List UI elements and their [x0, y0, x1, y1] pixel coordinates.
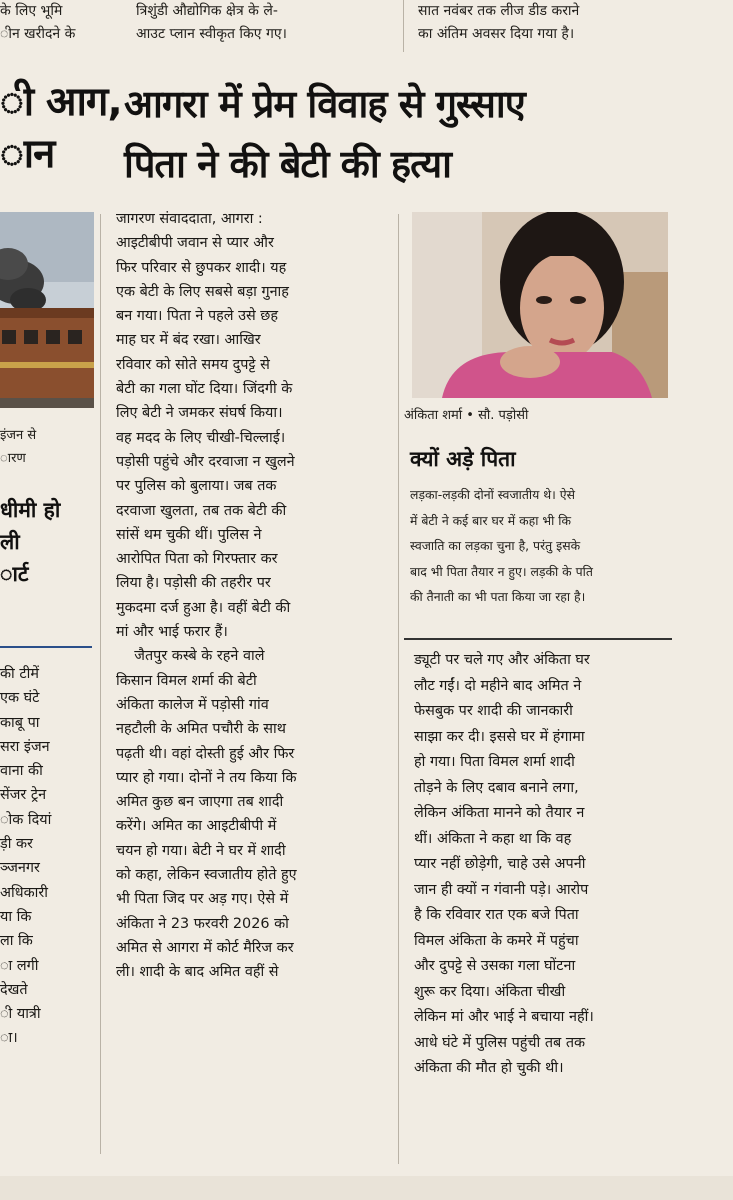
sidebar-line: की तैनाती का भी पता किया जा रहा है। — [410, 589, 586, 604]
text-line: एक बेटी के लिए सबसे बड़ा गुनाह — [116, 283, 289, 300]
text-line: या कि — [0, 908, 32, 925]
text-line: लेकिन अंकिता मानने को तैयार न — [414, 805, 585, 821]
article-column-1 — [116, 207, 388, 985]
text-line: विमल अंकिता के कमरे में पहुंचा — [414, 932, 579, 949]
page-bottom-edge — [0, 1176, 733, 1200]
text-line: फिर परिवार से छुपकर शादी। यह — [116, 259, 287, 276]
text-line: ीन खरीदने के — [0, 26, 76, 42]
text-line: के लिए भूमि — [0, 3, 63, 19]
text-line: नहटौली के अमित पचौरी के साथ — [116, 721, 286, 738]
headline-line-1: आगरा में प्रेम विवाह से गुस्साए — [124, 82, 525, 126]
text-line: अमित कुछ बन जाएगा तब शादी — [116, 794, 284, 811]
text-line: आधे घंटे में पुलिस पहुंची तब तक — [414, 1034, 586, 1051]
caption-text: अंकिता शर्मा • सौ. पड़ोसी — [404, 408, 529, 423]
text-line: ली। शादी के बाद अमित वहीं से — [116, 964, 279, 981]
text-line: ा लगी — [0, 957, 39, 974]
text-line: बन गया। पिता ने पहले उसे छह — [116, 308, 279, 325]
headline-line: ान — [0, 131, 55, 177]
train-fire-photo — [0, 212, 94, 408]
text-line: ञ्जनगर — [0, 860, 40, 877]
byline: जागरण संवाददाता, आगरा : — [116, 211, 263, 227]
section-rule — [0, 646, 92, 648]
text-line: ोक दियां — [0, 811, 52, 828]
text-line: पर पुलिस को बुलाया। जब तक — [116, 478, 277, 495]
text-line: लेकिन मां और भाई ने बचाया नहीं। — [414, 1009, 594, 1025]
text-line: का अंतिम अवसर दिया गया है। — [418, 26, 575, 42]
text-line: पढ़ती थी। वहां दोस्ती हुई और फिर — [116, 745, 295, 762]
text-line: ी यात्री — [0, 1006, 41, 1023]
subhead-line: ार्ट — [0, 562, 29, 586]
text-line: मुकदमा दर्ज हुआ है। वहीं बेटी की — [116, 599, 291, 616]
text-line: शुरू कर दिया। अंकिता चीखी — [414, 983, 566, 1000]
person-photo — [412, 212, 668, 398]
text-line: चयन हो गया। बेटी ने घर में शादी — [116, 842, 286, 859]
text-line: लिए बेटी ने जमकर संघर्ष किया। — [116, 405, 283, 422]
sidebar-line: में बेटी ने कई बार घर में कहा भी कि — [410, 512, 571, 528]
text-line: काबू पा — [0, 714, 40, 731]
text-line: ड्यूटी पर चले गए और अंकिता घर — [414, 652, 590, 668]
text-line: माह घर में बंद रखा। आखिर — [116, 332, 261, 349]
top-strip-right — [418, 0, 668, 46]
text-line: वह मदद के लिए चीखी-चिल्लाई। — [116, 429, 286, 446]
article-column-2 — [414, 648, 680, 1082]
text-line: रविवार को सोते समय दुपट्टे से — [116, 356, 270, 373]
text-line: थीं। अंकिता ने कहा था कि वह — [414, 830, 572, 847]
article-headline — [124, 74, 525, 194]
text-line: अंकिता की मौत हो चुकी थी। — [414, 1060, 564, 1076]
text-line: अंकिता ने 23 फरवरी 2026 को — [116, 915, 289, 932]
text-line: जैतपुर कस्बे के रहने वाले — [116, 648, 265, 665]
left-partial-body — [0, 662, 92, 1051]
sidebar-line: बाद भी पिता तैयार न हुए। लड़की के पति — [410, 563, 593, 579]
text-line: दरवाजा खुलता, तब तक बेटी की — [116, 502, 287, 519]
sidebar-title: क्यों अड़े पिता — [410, 447, 516, 471]
text-line: अमित से आगरा में कोर्ट मैरिज कर — [116, 939, 294, 956]
text-line: को कहा, लेकिन स्वजातीय होते हुए — [116, 867, 297, 884]
text-line: साझा कर दी। इससे घर में हंगामा — [414, 728, 585, 745]
left-partial-caption — [0, 424, 36, 470]
text-line: जान ही क्यों न गंवानी पड़े। आरोप — [414, 881, 589, 898]
text-line: पड़ोसी पहुंचे और दरवाजा न खुलने — [116, 453, 295, 470]
text-line: सरा इंजन — [0, 738, 50, 755]
text-line: प्यार हो गया। दोनों ने तय किया कि — [116, 769, 297, 786]
text-line: की टीमें — [0, 666, 39, 682]
text-line: अंकिता कालेज में पड़ोसी गांव — [116, 696, 269, 713]
text-line: ा। — [0, 1030, 18, 1047]
text-line: एक घंटे — [0, 690, 40, 707]
column-divider — [398, 214, 399, 1164]
text-line: भी पिता जिद पर अड़ गए। ऐसे में — [116, 891, 289, 908]
text-line: सेंजर ट्रेन — [0, 787, 47, 804]
subhead-line: धीमी हो — [0, 498, 61, 522]
text-line: वाना की — [0, 763, 43, 780]
text-line: बेटी का गला घोंट दिया। जिंदगी के — [116, 381, 293, 398]
subhead-line: ली — [0, 530, 20, 554]
left-partial-subhead — [0, 494, 60, 590]
text-line: और दुपट्टे से उसका गला घोंटना — [414, 958, 576, 974]
text-line: लौट गईं। दो महीने बाद अमित ने — [414, 677, 582, 694]
text-line: मां और भाई फरार हैं। — [116, 624, 228, 641]
text-line: सात नवंबर तक लीज डीड कराने — [418, 3, 580, 19]
text-line: करेंगे। अमित का आइटीबीपी में — [116, 818, 277, 835]
text-line: ारण — [0, 451, 26, 466]
text-line: अधिकारी — [0, 884, 48, 901]
sidebar-line: लड़का-लड़की दोनों स्वजातीय थे। ऐसे — [410, 487, 576, 502]
text-line: आइटीबीपी जवान से प्यार और — [116, 235, 274, 252]
top-strip-left — [0, 0, 112, 46]
top-strip-middle — [136, 0, 398, 46]
text-line: सांसें थम चुकी थीं। पुलिस ने — [116, 526, 262, 543]
text-line: है कि रविवार रात एक बजे पिता — [414, 907, 579, 923]
sidebar-box — [410, 482, 672, 610]
text-line: तोड़ने के लिए दबाव बनाने लगा, — [414, 779, 579, 796]
headline-line-2: पिता ने की बेटी की हत्या — [124, 142, 451, 186]
sidebar-line: स्वजाति का लड़का चुना है, परंतु इसके — [410, 538, 581, 553]
text-line: त्रिशुंडी औद्योगिक क्षेत्र के ले- — [136, 3, 278, 19]
column-divider — [403, 0, 404, 52]
photo-caption — [404, 404, 528, 427]
text-line: ला कि — [0, 933, 33, 950]
text-line: आउट प्लान स्वीकृत किए गए। — [136, 26, 287, 42]
left-partial-headline — [0, 76, 122, 180]
text-line: लिया है। पड़ोसी की तहरीर पर — [116, 575, 271, 592]
text-line: फेसबुक पर शादी की जानकारी — [414, 703, 573, 719]
sidebar-rule — [404, 638, 672, 640]
text-line: ड़ी कर — [0, 836, 33, 853]
text-line: इंजन से — [0, 428, 37, 443]
text-line: प्यार नहीं छोड़ेगी, चाहे उसे अपनी — [414, 856, 586, 872]
column-divider — [100, 214, 101, 1154]
headline-line: ी आग, — [0, 79, 122, 125]
text-line: किसान विमल शर्मा की बेटी — [116, 672, 257, 689]
text-line: हो गया। पिता विमल शर्मा शादी — [414, 754, 575, 770]
text-line: देखते — [0, 981, 28, 998]
text-line: आरोपित पिता को गिरफ्तार कर — [116, 551, 278, 568]
